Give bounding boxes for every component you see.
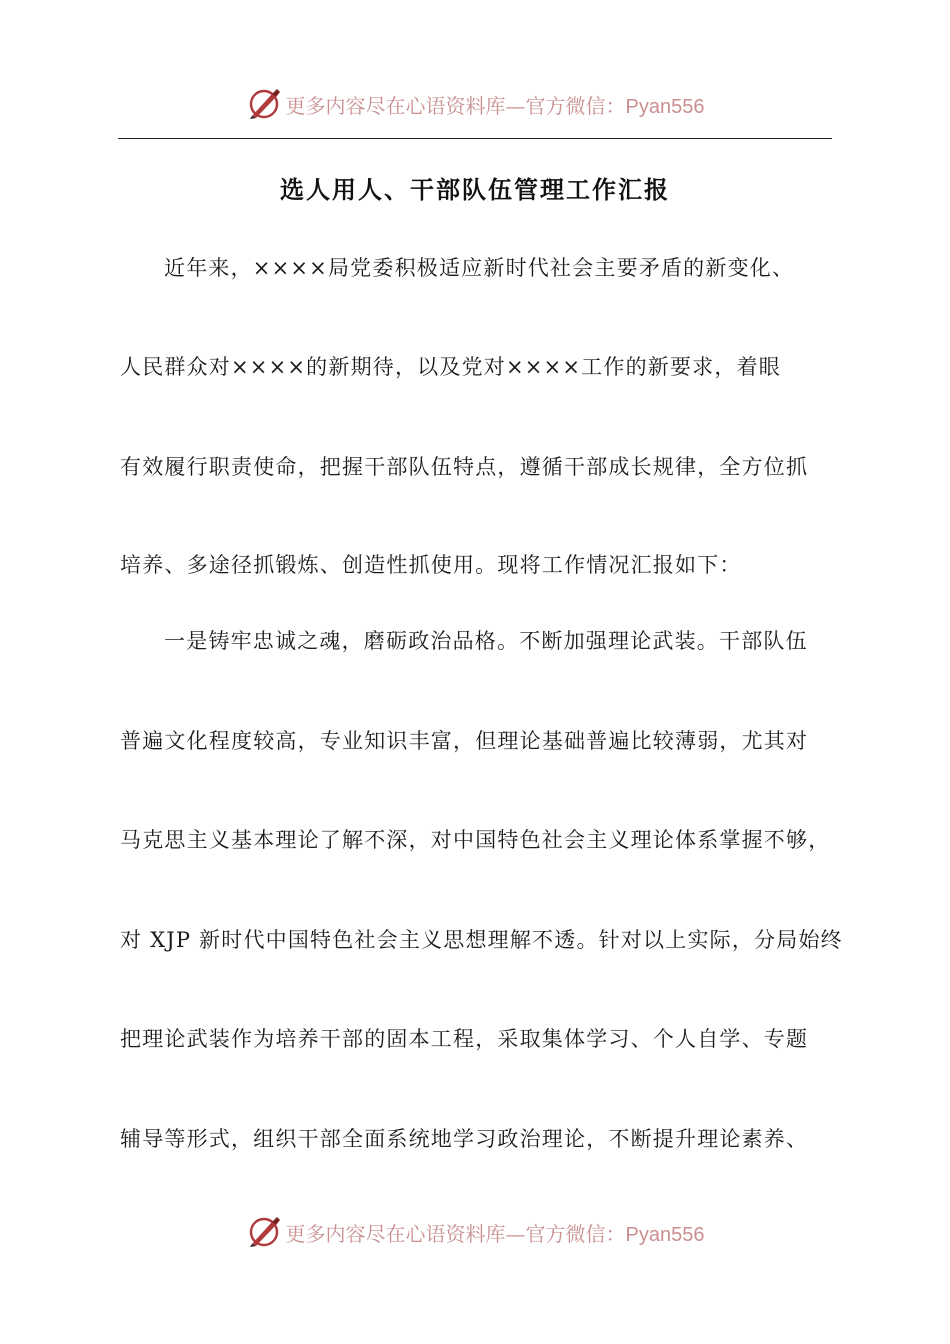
watermark-wechat-id: Pyan556 — [625, 95, 705, 118]
document-title: 选人用人、干部队伍管理工作汇报 — [280, 175, 670, 204]
header-divider — [118, 138, 832, 139]
paragraph-line: 培养、多途径抓锻炼、创造性抓使用。现将工作情况汇报如下： — [120, 553, 742, 577]
paragraph-line: 对 XJP 新时代中国特色社会主义思想理解不透。针对以上实际，分局始终 — [120, 928, 843, 952]
header-watermark — [0, 84, 950, 124]
paragraph-line: 把理论武装作为培养干部的固本工程，采取集体学习、个人自学、专题 — [120, 1027, 809, 1051]
paragraph-line: 一是铸牢忠诚之魂，磨砺政治品格。不断加强理论武装。干部队伍 — [164, 629, 808, 653]
watermark-text: 更多内容尽在心语资料库—官方微信：Pyan556 — [285, 93, 705, 118]
paragraph-line: 近年来，××××局党委积极适应新时代社会主要矛盾的新变化、 — [164, 256, 795, 280]
pen-circle-logo-icon — [246, 1214, 282, 1250]
footer-watermark — [0, 1212, 950, 1252]
watermark-text: 更多内容尽在心语资料库—官方微信：Pyan556 — [285, 1221, 705, 1246]
paragraph-line: 有效履行职责使命，把握干部队伍特点，遵循干部成长规律，全方位抓 — [120, 455, 809, 479]
pen-circle-logo-icon — [246, 86, 282, 122]
watermark-wechat-id: Pyan556 — [625, 1223, 705, 1246]
paragraph-line: 辅导等形式，组织干部全面系统地学习政治理论，不断提升理论素养、 — [120, 1127, 809, 1151]
paragraph-line: 人民群众对××××的新期待，以及党对××××工作的新要求，着眼 — [120, 355, 781, 379]
paragraph-line: 普遍文化程度较高，专业知识丰富，但理论基础普遍比较薄弱，尤其对 — [120, 729, 809, 753]
paragraph-line: 马克思主义基本理论了解不深，对中国特色社会主义理论体系掌握不够， — [120, 828, 831, 852]
